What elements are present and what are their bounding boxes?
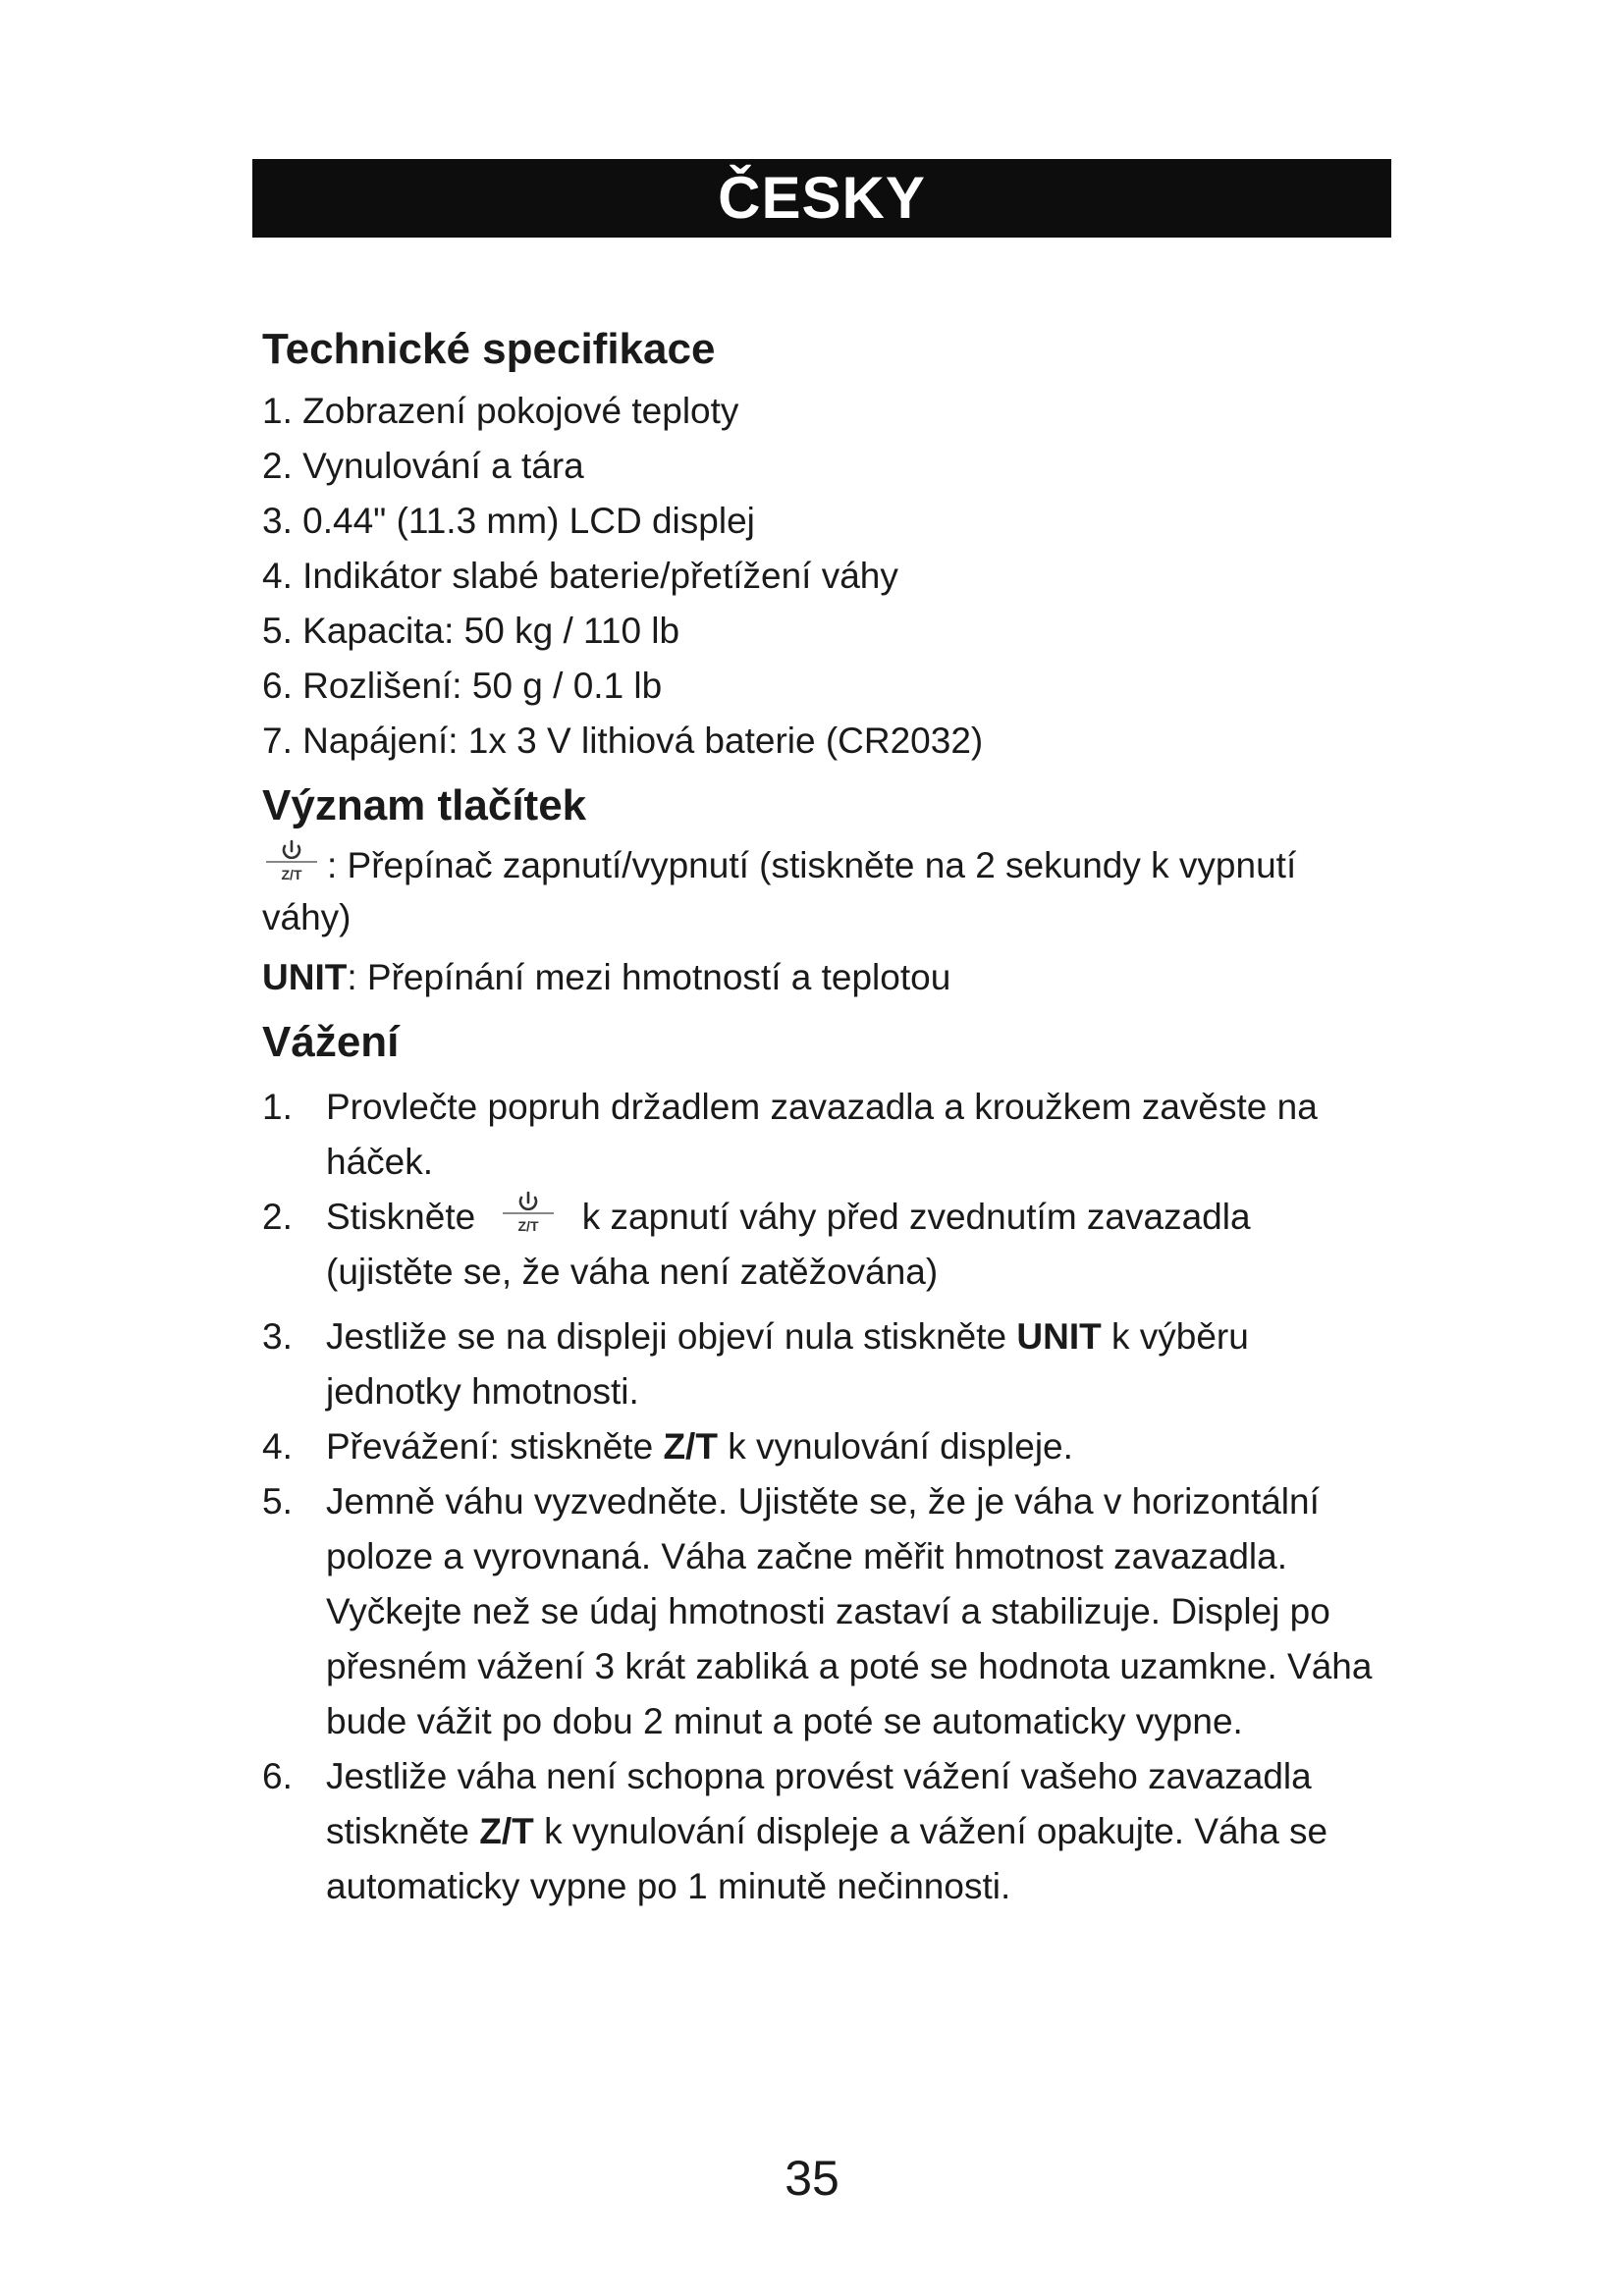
step-key: Z/T <box>663 1426 718 1468</box>
weighing-step <box>262 1749 1381 1914</box>
step-key: UNIT <box>1016 1316 1102 1358</box>
power-zt-icon <box>262 838 321 883</box>
specs-heading: Technické specifikace <box>262 325 716 373</box>
step-text: Jemně váhu vyzvedněte. Ujistěte se, že je váha v horizontální poloze a vyrovnaná. Váha začne měřit hmotnost zavazadla. Vyčkejte než se údaj hmotnosti zastaví a stabilizuje. Displej po přesném vážení 3 krát zabliká a poté se hodnota uzamkne. Váha bude vážit po dobu 2 minut a poté se automaticky vypne. <box>326 1481 1373 1742</box>
step-number: 5. <box>262 1481 293 1522</box>
step-text: Převážení: stiskněte <box>326 1426 654 1468</box>
spec-item: 2. Vynulování a tára <box>262 445 584 486</box>
step-text: Jestliže váha není schopna provést vážení vašeho zavazadla stiskněte <box>326 1756 1312 1852</box>
step-number: 2. <box>262 1197 293 1238</box>
weighing-heading: Vážení <box>262 1017 400 1066</box>
unit-button-description <box>262 951 1381 1003</box>
step-text: Provlečte popruh držadlem zavazadla a kroužkem zavěste na háček. <box>326 1087 1318 1183</box>
spec-item: 4. Indikátor slabé baterie/přetížení váhy <box>262 555 898 596</box>
power-button-description <box>262 838 1381 943</box>
unit-key-label: UNIT <box>262 956 348 997</box>
language-title: ČESKY <box>718 165 926 231</box>
buttons-heading: Význam tlačítek <box>262 780 587 829</box>
step-text: k vynulování displeje. <box>728 1426 1073 1468</box>
step-text: Stiskněte <box>326 1197 476 1238</box>
step-key: Z/T <box>479 1811 534 1852</box>
spec-item: 3. 0.44" (11.3 mm) LCD displej <box>262 500 755 541</box>
weighing-step <box>262 1474 1381 1749</box>
spec-item: 5. Kapacita: 50 kg / 110 lb <box>262 610 680 651</box>
power-zt-icon <box>499 1190 558 1235</box>
step-text: Jestliže se na displeji objeví nula stiskněte <box>326 1316 1007 1358</box>
page-number: 35 <box>785 2151 839 2206</box>
language-banner <box>252 159 1391 238</box>
step-text: k vynulování displeje a vážení opakujte. Váha se automaticky vypne po 1 minutě nečinnosti. <box>326 1811 1328 1907</box>
weighing-steps <box>262 1080 1381 1914</box>
page-content <box>262 324 1381 1914</box>
step-text: k zapnutí váhy před zvednutím zavazadla (ujistěte se, že váha není zatěžována) <box>326 1197 1251 1293</box>
spec-item: 7. Napájení: 1x 3 V lithiová baterie (CR2032) <box>262 720 984 761</box>
weighing-step <box>262 1309 1381 1419</box>
step-number: 6. <box>262 1756 293 1797</box>
weighing-step <box>262 1190 1381 1300</box>
step-number: 3. <box>262 1316 293 1358</box>
weighing-step <box>262 1080 1381 1190</box>
step-number: 1. <box>262 1087 293 1128</box>
power-button-text: : Přepínač zapnutí/vypnutí (stiskněte na 2 sekundy k vypnutí váhy) <box>262 844 1297 937</box>
svg-text:Z/T: Z/T <box>517 1218 539 1235</box>
spec-item: 6. Rozlišení: 50 g / 0.1 lb <box>262 665 663 706</box>
unit-button-text: : Přepínání mezi hmotností a teplotou <box>347 956 951 997</box>
spec-item: 1. Zobrazení pokojové teploty <box>262 390 739 431</box>
step-number: 4. <box>262 1426 293 1468</box>
svg-text:Z/T: Z/T <box>281 866 302 882</box>
specs-list <box>262 384 1381 769</box>
step-text: k výběru jednotky hmotnosti. <box>326 1316 1249 1413</box>
weighing-step <box>262 1419 1381 1474</box>
